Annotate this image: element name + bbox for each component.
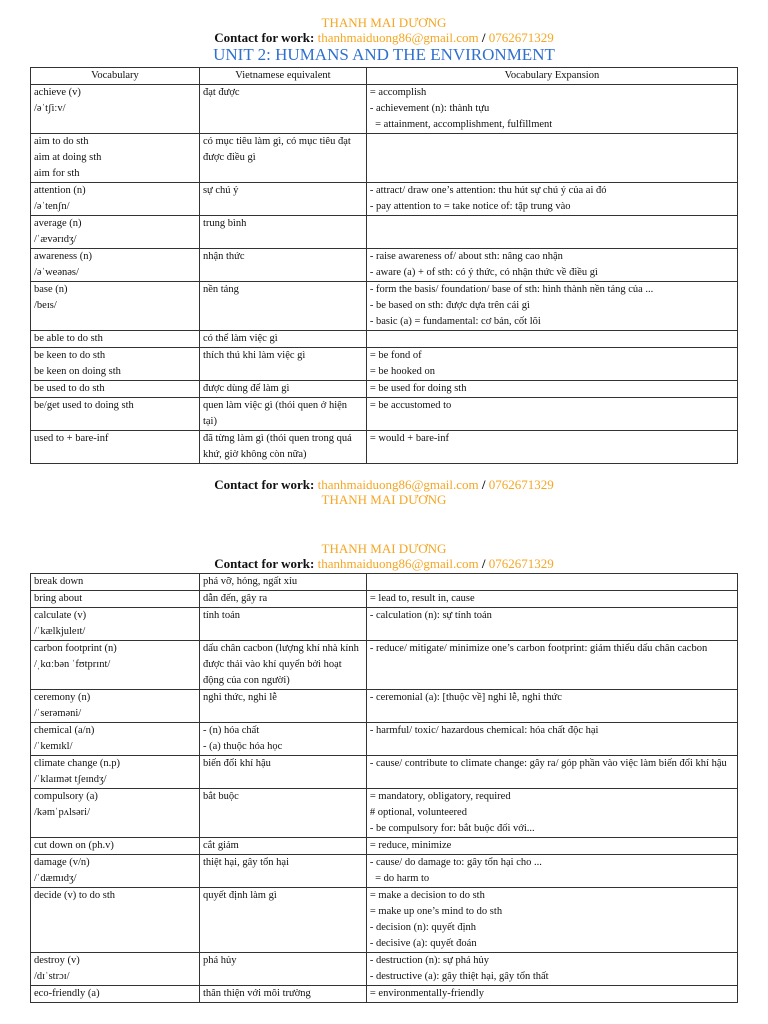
vocab-cell <box>31 953 200 986</box>
vietnamese-cell <box>199 398 366 431</box>
vietnamese-cell <box>199 381 366 398</box>
vietnamese-cell <box>199 85 366 134</box>
vocab-term: base (n) <box>34 284 68 295</box>
vocab-cell <box>31 723 200 756</box>
expansion-cell <box>366 381 737 398</box>
vocab-term: eco-friendly (a) <box>34 988 100 999</box>
expansion-cell <box>366 183 737 216</box>
vocabulary-table-2 <box>30 573 738 1003</box>
vocab-cell <box>31 282 200 331</box>
email-link[interactable]: thanhmaiduong86@gmail.com <box>317 477 479 492</box>
vocab-term: cut down on (ph.v) <box>34 840 114 851</box>
table-row <box>31 381 738 398</box>
expansion-line: - ceremonial (a): [thuộc về] nghi lễ, nghi thức <box>369 692 562 703</box>
vocab-line: /ˈkælkjuleɪt/ <box>34 626 86 637</box>
expansion-line: - raise awareness of/ about sth: nâng cao nhận <box>369 251 563 262</box>
expansion-cell <box>366 282 737 331</box>
email-link[interactable]: thanhmaiduong86@gmail.com <box>317 30 479 45</box>
vocab-line: /əˈtenʃn/ <box>34 201 70 212</box>
vietnamese-text: - (n) hóa chất - (a) thuộc hóa học <box>202 725 283 752</box>
vietnamese-cell <box>199 134 366 183</box>
vietnamese-text: phá vỡ, hỏng, ngất xỉu <box>202 576 298 587</box>
table-row <box>31 574 738 591</box>
vocab-cell <box>31 591 200 608</box>
vietnamese-text: sự chú ý <box>202 185 239 196</box>
vocab-term: calculate (v) <box>34 610 87 621</box>
vocabulary-table-1 <box>30 67 738 464</box>
expansion-line: - destruction (n): sự phá hủy <box>369 955 489 966</box>
expansion-cell <box>366 608 737 641</box>
expansion-line: - calculation (n): sự tính toán <box>369 610 492 621</box>
vocab-cell <box>31 85 200 134</box>
vocab-term: carbon footprint (n) <box>34 643 117 654</box>
table-row <box>31 85 738 134</box>
vietnamese-cell <box>199 282 366 331</box>
vocab-line: aim for sth <box>34 168 80 179</box>
expansion-cell <box>366 574 737 591</box>
expansion-line: = reduce, minimize <box>369 840 452 851</box>
vocab-term: break down <box>34 576 84 587</box>
expansion-line: - pay attention to = take notice of: tập trung vào <box>369 201 571 212</box>
expansion-line: = accomplish <box>369 87 427 98</box>
vocab-term: ceremony (n) <box>34 692 91 703</box>
expansion-cell <box>366 249 737 282</box>
table-row <box>31 183 738 216</box>
vocab-cell <box>31 431 200 464</box>
vocab-term: chemical (a/n) <box>34 725 95 736</box>
table-row <box>31 723 738 756</box>
table-row <box>31 756 738 789</box>
vietnamese-text: tính toán <box>202 610 241 621</box>
vietnamese-cell <box>199 986 366 1003</box>
vietnamese-text: phá hủy <box>202 955 237 966</box>
vocab-line: /əˈtʃiːv/ <box>34 103 66 114</box>
vocab-term: be/get used to doing sth <box>34 400 134 411</box>
expansion-line: - decisive (a): quyết đoán <box>369 938 477 949</box>
table-row <box>31 216 738 249</box>
expansion-cell <box>366 331 737 348</box>
vietnamese-cell <box>199 855 366 888</box>
expansion-line: - attract/ draw one’s attention: thu hút sự chú ý của ai đó <box>369 185 607 196</box>
table-row <box>31 348 738 381</box>
expansion-line: = environmentally-friendly <box>369 988 484 999</box>
vocab-term: decide (v) to do sth <box>34 890 116 901</box>
vietnamese-cell <box>199 591 366 608</box>
separator: / <box>481 30 486 45</box>
email-link[interactable]: thanhmaiduong86@gmail.com <box>317 556 479 571</box>
expansion-line: - reduce/ mitigate/ minimize one’s carbon footprint: giảm thiểu dấu chân cacbon <box>369 643 708 654</box>
expansion-cell <box>366 85 737 134</box>
table-row <box>31 431 738 464</box>
expansion-line: = be hooked on <box>369 366 435 377</box>
vocab-cell <box>31 398 200 431</box>
expansion-cell <box>366 838 737 855</box>
vocab-line: /ˈdæmɪdʒ/ <box>34 873 77 884</box>
vietnamese-text: có thể làm việc gì <box>202 333 278 344</box>
author-name: THANH MAI DƯƠNG <box>321 15 447 30</box>
vietnamese-text: nhận thức <box>202 251 245 262</box>
vocab-term: average (n) <box>34 218 82 229</box>
expansion-line: - aware (a) + of sth: có ý thức, có nhận thức về điều gì <box>369 267 598 278</box>
expansion-line: - cause/ do damage to: gây tổn hại cho ... <box>369 857 542 868</box>
separator: / <box>481 556 486 571</box>
expansion-line: - be based on sth: được dựa trên cái gì <box>369 300 530 311</box>
vietnamese-text: nền tảng <box>202 284 239 295</box>
vietnamese-text: thân thiện với môi trường <box>202 988 311 999</box>
vocab-line: be keen on doing sth <box>34 366 121 377</box>
vocab-cell <box>31 789 200 838</box>
vietnamese-text: được dùng để làm gì <box>202 383 290 394</box>
vocab-cell <box>31 381 200 398</box>
vocab-term: climate change (n.p) <box>34 758 120 769</box>
vocab-term: bring about <box>34 593 83 604</box>
expansion-line: = make up one’s mind to do sth <box>369 906 503 917</box>
contact-label: Contact for work: <box>214 30 315 45</box>
vocab-term: destroy (v) <box>34 955 80 966</box>
vocab-line: /beɪs/ <box>34 300 57 311</box>
table-row <box>31 249 738 282</box>
vietnamese-cell <box>199 953 366 986</box>
author-name-footer: THANH MAI DƯƠNG <box>321 492 447 507</box>
expansion-cell <box>366 953 737 986</box>
contact-label: Contact for work: <box>214 556 315 571</box>
expansion-cell <box>366 888 737 953</box>
vocab-cell <box>31 348 200 381</box>
expansion-line: - achievement (n): thành tựu <box>369 103 490 114</box>
table-row <box>31 331 738 348</box>
expansion-cell <box>366 348 737 381</box>
vietnamese-cell <box>199 641 366 690</box>
vocab-cell <box>31 216 200 249</box>
expansion-cell <box>366 756 737 789</box>
vietnamese-cell <box>199 183 366 216</box>
vocab-line: /ˈævərɪdʒ/ <box>34 234 77 245</box>
vocab-cell <box>31 331 200 348</box>
expansion-line: = be used for doing sth <box>369 383 467 394</box>
vocab-cell <box>31 986 200 1003</box>
contact-line-footer <box>0 477 768 492</box>
expansion-line: = lead to, result in, cause <box>369 593 475 604</box>
vietnamese-cell <box>199 690 366 723</box>
expansion-line: = would + bare-inf <box>369 433 450 444</box>
table-row <box>31 282 738 331</box>
vietnamese-text: thiệt hại, gây tổn hại <box>202 857 289 868</box>
expansion-line: - decision (n): quyết định <box>369 922 477 933</box>
expansion-line: = be accustomed to <box>369 400 452 411</box>
vietnamese-text: nghi thức, nghi lễ <box>202 692 277 703</box>
header-vietnamese: Vietnamese equivalent <box>199 68 366 85</box>
unit-title: UNIT 2: HUMANS AND THE ENVIRONMENT <box>213 45 555 64</box>
vocab-line: /ˈkemɪkl/ <box>34 741 73 752</box>
vocab-line: /əˈweənəs/ <box>34 267 79 278</box>
table-row <box>31 608 738 641</box>
expansion-cell <box>366 591 737 608</box>
vocab-cell <box>31 855 200 888</box>
table-row <box>31 789 738 838</box>
vietnamese-text: trung bình <box>202 218 247 229</box>
contact-line <box>0 30 768 45</box>
phone-number: 0762671329 <box>488 556 554 571</box>
expansion-line: - basic (a) = fundamental: cơ bản, cốt lõi <box>369 316 541 327</box>
header-vocabulary: Vocabulary <box>31 68 200 85</box>
vietnamese-cell <box>199 888 366 953</box>
vocab-cell <box>31 608 200 641</box>
contact-line-page2 <box>0 556 768 571</box>
vietnamese-text: biến đổi khí hậu <box>202 758 271 769</box>
table-header-row <box>31 68 738 85</box>
vocab-line: /ˌkɑːbən ˈfʊtprɪnt/ <box>34 659 111 670</box>
vocab-cell <box>31 888 200 953</box>
vocab-term: damage (v/n) <box>34 857 90 868</box>
vocab-cell <box>31 756 200 789</box>
expansion-line: = mandatory, obligatory, required <box>369 791 511 802</box>
expansion-cell <box>366 723 737 756</box>
phone-number: 0762671329 <box>488 30 554 45</box>
expansion-cell <box>366 690 737 723</box>
expansion-line: = be fond of <box>369 350 422 361</box>
table-row <box>31 134 738 183</box>
vocab-term: awareness (n) <box>34 251 93 262</box>
vietnamese-cell <box>199 431 366 464</box>
vietnamese-text: thích thú khi làm việc gì <box>202 350 306 361</box>
expansion-cell <box>366 398 737 431</box>
vocab-term: attention (n) <box>34 185 86 196</box>
expansion-line: # optional, volunteered <box>369 807 467 818</box>
expansion-line: - destructive (a): gây thiệt hại, gây tổn thất <box>369 971 549 982</box>
vocab-cell <box>31 249 200 282</box>
contact-label: Contact for work: <box>214 477 315 492</box>
expansion-cell <box>366 431 737 464</box>
vocab-term: aim to do sth <box>34 136 89 147</box>
vocab-cell <box>31 690 200 723</box>
table-row <box>31 986 738 1003</box>
expansion-cell <box>366 789 737 838</box>
expansion-cell <box>366 986 737 1003</box>
vocab-cell <box>31 134 200 183</box>
vietnamese-text: đã từng làm gì (thói quen trong quá khứ, giờ không còn nữa) <box>202 433 352 460</box>
vietnamese-cell <box>199 756 366 789</box>
vocab-term: be keen to do sth <box>34 350 106 361</box>
vocab-line: /ˈklaɪmət tʃeɪndʒ/ <box>34 774 107 785</box>
vocab-term: achieve (v) <box>34 87 81 98</box>
expansion-cell <box>366 641 737 690</box>
table-row <box>31 591 738 608</box>
table-row <box>31 398 738 431</box>
separator: / <box>481 477 486 492</box>
table-row <box>31 838 738 855</box>
vietnamese-cell <box>199 348 366 381</box>
expansion-cell <box>366 134 737 183</box>
vietnamese-cell <box>199 249 366 282</box>
vocab-cell <box>31 838 200 855</box>
expansion-line: = attainment, accomplishment, fulfillment <box>369 119 553 130</box>
table-row <box>31 641 738 690</box>
expansion-cell <box>366 855 737 888</box>
vietnamese-cell <box>199 216 366 249</box>
vocab-cell <box>31 574 200 591</box>
table-row <box>31 690 738 723</box>
vietnamese-text: quyết định làm gì <box>202 890 277 901</box>
phone-number: 0762671329 <box>488 477 554 492</box>
vietnamese-cell <box>199 789 366 838</box>
vietnamese-text: đạt được <box>202 87 240 98</box>
vietnamese-text: quen làm việc gì (thói quen ở hiện tại) <box>202 400 348 427</box>
vietnamese-text: dấu chân cacbon (lượng khí nhà kính được thải vào khí quyển bởi hoạt động của con người) <box>202 643 359 686</box>
expansion-line: - cause/ contribute to climate change: gây ra/ góp phần vào việc làm biến đổi khí hậu <box>369 758 727 769</box>
vocab-term: be able to do sth <box>34 333 103 344</box>
vietnamese-text: bắt buộc <box>202 791 239 802</box>
vietnamese-text: dẫn đến, gây ra <box>202 593 268 604</box>
vietnamese-text: cắt giảm <box>202 840 239 851</box>
vocab-term: be used to do sth <box>34 383 105 394</box>
vocab-term: compulsory (a) <box>34 791 98 802</box>
expansion-line: - be compulsory for: bắt buộc đối với... <box>369 823 535 834</box>
expansion-line: - form the basis/ foundation/ base of sth: hình thành nền tảng của ... <box>369 284 654 295</box>
vietnamese-cell <box>199 608 366 641</box>
table-row <box>31 855 738 888</box>
vocab-cell <box>31 183 200 216</box>
vocab-line: /ˈserəməni/ <box>34 708 82 719</box>
vocab-line: /dɪˈstrɔɪ/ <box>34 971 70 982</box>
author-name-page2: THANH MAI DƯƠNG <box>321 541 447 556</box>
vocab-cell <box>31 641 200 690</box>
vietnamese-cell <box>199 838 366 855</box>
vocab-line: aim at doing sth <box>34 152 102 163</box>
expansion-line: = do harm to <box>369 873 430 884</box>
vocab-term: used to + bare-inf <box>34 433 109 444</box>
vietnamese-cell <box>199 331 366 348</box>
vietnamese-cell <box>199 574 366 591</box>
vietnamese-cell <box>199 723 366 756</box>
header-expansion: Vocabulary Expansion <box>366 68 737 85</box>
expansion-line: - harmful/ toxic/ hazardous chemical: hóa chất độc hại <box>369 725 599 736</box>
table-row <box>31 953 738 986</box>
table-row <box>31 888 738 953</box>
expansion-line: = make a decision to do sth <box>369 890 485 901</box>
expansion-cell <box>366 216 737 249</box>
vietnamese-text: có mục tiêu làm gì, có mục tiêu đạt được điều gì <box>202 136 351 163</box>
vocab-line: /kəmˈpʌlsəri/ <box>34 807 90 818</box>
